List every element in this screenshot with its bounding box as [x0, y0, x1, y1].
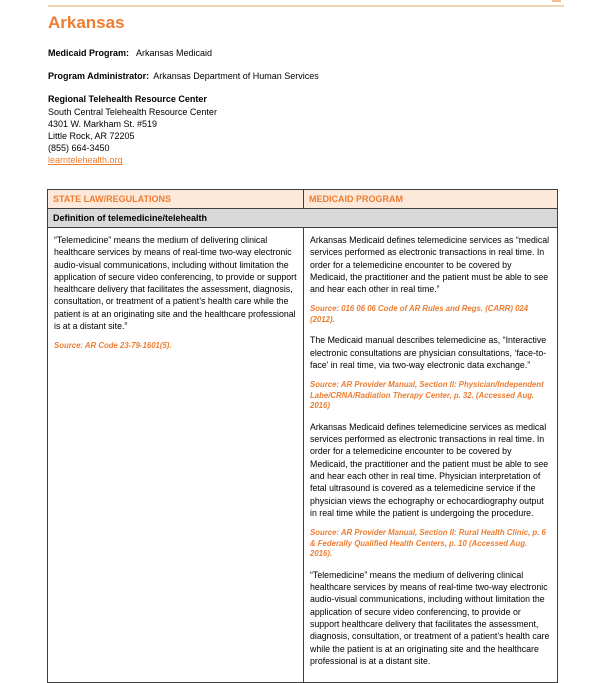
- program-admin-value: Arkansas Department of Human Services: [153, 71, 319, 82]
- medicaid-program-line: [48, 47, 319, 59]
- resource-center-address1: 4301 W. Markham St. #519: [48, 118, 158, 129]
- medicaid-paragraph-3: Arkansas Medicaid defines telemedicine services as medical services performed as electronic transactions in real time. In order for a telemedicine encounter to be covered by Medicaid, the practitioner and the patient must be able to see and hear each other in real time. Physician interpretation of fetal ultrasound is covered as a telemedicine service if the physician views the echography or echocardiography output in real time while the patient is undergoing the procedure.: [310, 421, 549, 518]
- medicaid-program-value: Arkansas Medicaid: [136, 48, 213, 58]
- medicaid-paragraph-2: The Medicaid manual describes telemedicine as, “Interactive electronic consultations are physician consultations, ‘face-to-face’ in real time, via two-way electronic data exchange.”: [310, 335, 547, 371]
- table-header-row: [48, 190, 558, 209]
- header-rule: [48, 5, 564, 7]
- resource-center-heading: Regional Telehealth Resource Center: [48, 94, 207, 105]
- resource-center-block: [48, 93, 319, 166]
- state-law-cell: [48, 228, 304, 683]
- section-header-definition: Definition of telemedicine/telehealth: [48, 209, 558, 228]
- resource-center-phone: (855) 664-3450: [48, 143, 110, 154]
- resource-center-link-line: [48, 154, 319, 166]
- medicaid-source-1: Source: 016 06 06 Code of AR Rules and Regs. (CARR) 024 (2012).: [310, 304, 529, 324]
- medicaid-paragraph-1: Arkansas Medicaid defines telemedicine services as “medical services performed as electronic transactions in real time. In order for a telemedicine encounter to be covered by Medicaid, the practitioner and the patient must be able to see and hear each other in real time.”: [310, 235, 550, 295]
- state-law-source: Source: AR Code 23-79-1601(5).: [54, 341, 172, 351]
- medicaid-program-cell: [304, 228, 558, 683]
- col-header-state-law: STATE LAW/REGULATIONS: [48, 190, 304, 209]
- program-admin-label: Program Administrator:: [48, 71, 150, 82]
- resource-center-name: South Central Telehealth Resource Center: [48, 106, 217, 117]
- resource-center-address2: Little Rock, AR 72205: [48, 131, 135, 142]
- medicaid-source-3: Source: AR Provider Manual, Section II: Rural Health Clinic, p. 6 & Federally Qualified Health Centers, p. 10 (Accessed Aug. 2016).: [310, 528, 546, 559]
- telehealth-link[interactable]: learntelehealth.org: [48, 155, 123, 166]
- medicaid-program-label: Medicaid Program:: [48, 48, 130, 58]
- section-header-row: [48, 209, 558, 228]
- medicaid-paragraph-4: “Telemedicine” means the medium of delivering clinical healthcare services by means of real-time two-way electronic audio-visual communications, including without limitation the application of secure video conferencing, to provide or support healthcare delivery that facilitates the assessment, diagnosis, consultation, or treatment of a patient’s health care while the patient is at an originating site and the healthcare professional is at a distant site.: [310, 569, 550, 666]
- content-row: [48, 228, 558, 683]
- state-law-paragraph: “Telemedicine” means the medium of delivering clinical healthcare services by means of real-time two-way electronic audio-visual communications, including without limitation the application of secure video conferencing, to provide or support healthcare delivery that facilitates the assessment, diagnosis, consultation, or treatment of a patient’s health care while the patient is at an originating site and the healthcare professional is at a distant site.”: [54, 235, 297, 332]
- medicaid-source-2: Source: AR Provider Manual, Section II: Physician/Independent Labe/CRNA/Radiation Therapy Center, p. 32. (Accessed Aug. 2016): [310, 380, 544, 411]
- page-title: Arkansas: [48, 13, 125, 32]
- col-header-medicaid-program: MEDICAID PROGRAM: [304, 190, 558, 209]
- program-admin-line: [48, 70, 319, 82]
- program-info: [48, 47, 319, 167]
- header-cut-mark: [552, 0, 561, 2]
- comparison-table: [47, 189, 558, 683]
